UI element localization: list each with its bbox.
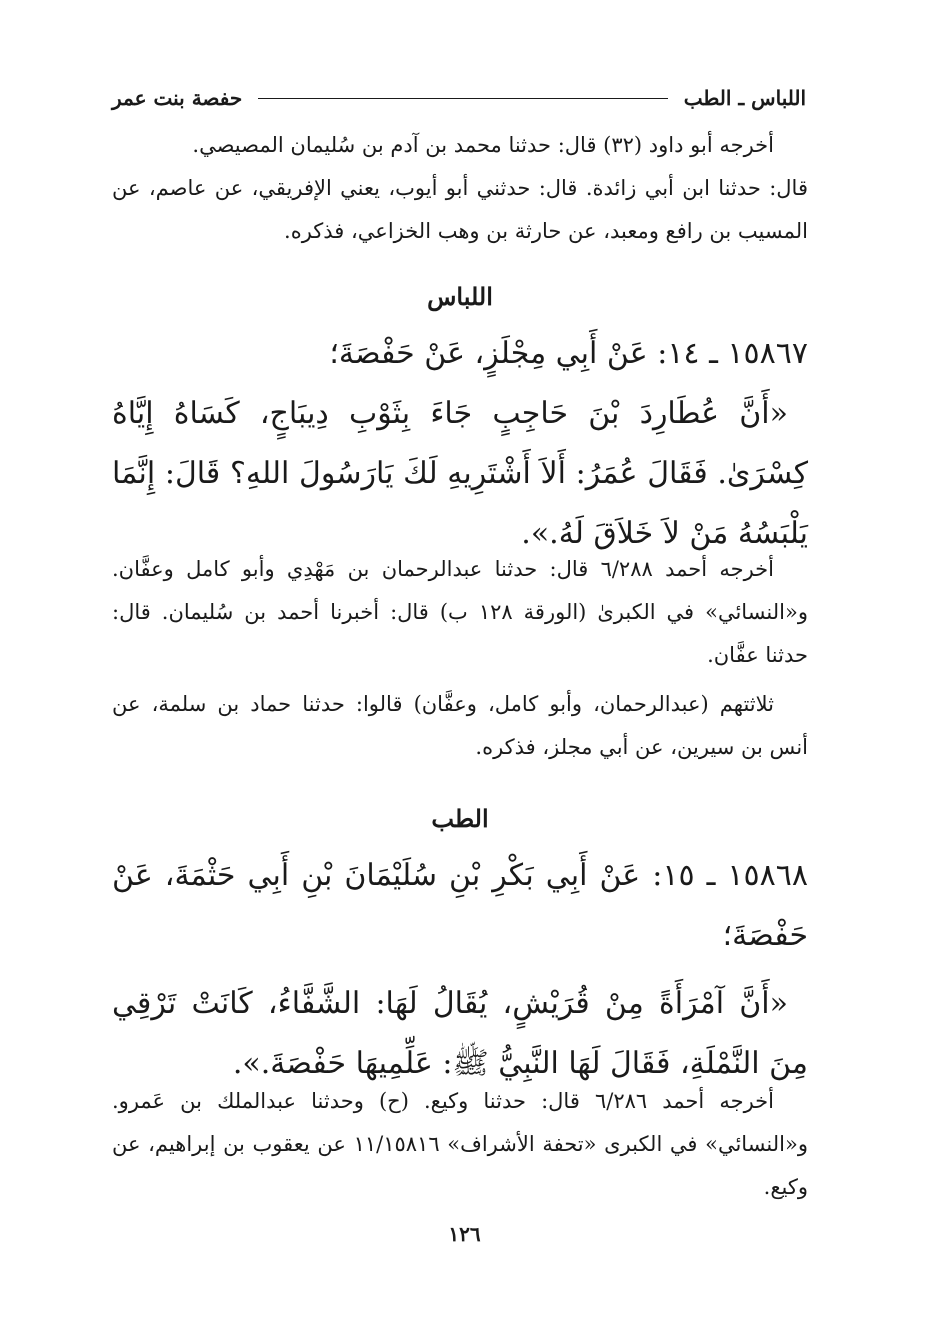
section-title-tibb: الطب: [431, 804, 489, 833]
intro-note-line-2: قال: حدثنا ابن أبي زائدة. قال: حدثني أبو أيوب، يعني الإفريقي، عن عاصم، عن المسيب بن رافع ومعبد، عن حارثة بن وهب الخزاعي، فذكره.: [112, 176, 808, 243]
libas-notes: [112, 548, 808, 769]
intro-note-line-1: أخرجه أبو داود (٣٢) قال: حدثنا محمد بن آدم بن سُليمان المصيصي.: [192, 133, 774, 157]
page-number: ١٢٦: [448, 1222, 481, 1246]
hadith-chain: عَنْ أَبِي بَكْرِ بْنِ سُلَيْمَانَ بْنِ أَبِي حَثْمَةَ، عَنْ حَفْصَةَ؛: [112, 858, 808, 953]
running-head: [112, 84, 806, 112]
running-head-section: اللباس ـ الطب: [683, 86, 806, 110]
hadith-number: ١٥٨٦٨ ـ ١٥:: [652, 858, 808, 893]
hadith-header: [112, 324, 808, 384]
hadith-header: [112, 846, 808, 966]
takhrij-note-1: أخرجه أحمد ٦/٢٨٨ قال: حدثنا عبدالرحمان بن مَهْدِي وأبو كامل وعفَّان. و«النسائي» في الكبرىٰ (الورقة ١٢٨ ب) قال: أخبرنا أحمد بن سُليمان. قال: حدثنا عفَّان.: [112, 557, 808, 667]
hadith-15868: [112, 846, 808, 1094]
hadith-text: «أَنَّ آمْرَأَةً مِنْ قُرَيْشٍ، يُقَالُ لَهَا: الشَّفَّاءُ، كَانَتْ تَرْقِي مِنَ النَّمْلَةِ، فَقَالَ لَهَا النَّبِيُّ ﷺ: عَلِّمِيهَا حَفْصَةَ.».: [112, 986, 808, 1081]
hadith-number: ١٥٨٦٧ ـ ١٤:: [657, 336, 808, 371]
hadith-chain: عَنْ أَبِي مِجْلَزٍ، عَنْ حَفْصَةَ؛: [329, 336, 648, 371]
takhrij-note-2: ثلاثتهم (عبدالرحمان، وأبو كامل، وعفَّان) قالوا: حدثنا حماد بن سلمة، عن أنس بن سيرين، عن أبي مجلز، فذكره.: [112, 692, 808, 759]
hadith-text: «أَنَّ عُطَارِدَ بْنَ حَاجِبٍ جَاءَ بِثَوْبِ دِيبَاجٍ، كَسَاهُ إِيَّاهُ كِسْرَىٰ. فَقَالَ عُمَرُ: أَلاَ أَشْتَرِيهِ لَكَ يَارَسُولَ اللهِ؟ قَالَ: إِنَّمَا يَلْبَسُهُ مَنْ لاَ خَلاَقَ لَهُ.».: [112, 396, 808, 551]
takhrij-note-1: أخرجه أحمد ٦/٢٨٦ قال: حدثنا وكيع. (ح) وحدثنا عبدالملك بن عَمرو. و«النسائي» في الكبرى «تحفة الأشراف» ١١/١٥٨١٦ عن يعقوب بن إبراهيم، عن وكيع.: [112, 1089, 808, 1199]
running-head-chapter: حفصة بنت عمر: [112, 86, 243, 110]
tibb-notes: [112, 1080, 808, 1209]
section-title-libas: اللباس: [427, 282, 493, 311]
hadith-15867: [112, 324, 808, 564]
intro-notes: [112, 124, 808, 253]
running-head-rule: [258, 98, 667, 99]
